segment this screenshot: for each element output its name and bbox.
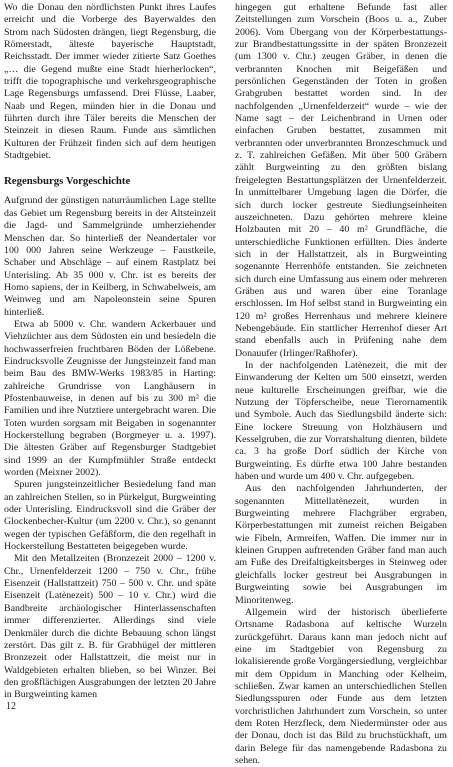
section-heading: Regensburgs Vorgeschichte bbox=[4, 175, 131, 188]
paragraph-altsteinzeit: Aufgrund der günstigen naturräumlichen Lage stellte das Gebiet um Regensburg bereits in der Altsteinzeit die Jagd- und Sammelgründe umherziehender Menschen dar. So hinterließ der Neandertaler vor 100 000 Jahren seine Werkzeuge – Faustkeile, Schaber und Abschläge – auf einem Rastplatz bei Unterisling. Ab 35 000 v. Chr. ist es bereits der Homo sapiens, der in Keilberg, in Schwabelweis, am Weinweg und am Napoleonstein seine Spuren hinterließ. bbox=[4, 195, 216, 318]
paragraph-jungsteinzeit: Etwa ab 5000 v. Chr. wandern Ackerbauer und Viehzüchter aus dem Südosten ein und besiedeln die hochwasserfreien fruchtbaren Böden der Lößebene. Eindrucksvolle Zeugnisse der Jungsteinzeit fand man beim Bau des BMW-Werks 1983/85 in Harting: zahlreiche Grundrisse von Langhäusern in Pfostenbauweise, in denen auf bis zu 300 m² die Familien und ihre Nutztiere untergebracht waren. Die Toten wurden sorgsam mit Beigaben in sogenannter Hockerstellung begraben (Borgmeyer u. a. 1997). Die ältesten Gräber auf Regensburger Stadtgebiet sind 1999 an der Kumpfmühler Straße entdeckt worden (Meixner 2002). bbox=[4, 318, 216, 479]
right-column bbox=[235, 2, 447, 767]
paragraph-metallzeiten: Mit den Metallzeiten (Bronzezeit 2000 – 1200 v. Chr., Urnenfelderzeit 1200 – 750 v. Chr., frühe Eisenzeit (Hallstattzeit) 750 – 500 v. Chr. und späte Eisenzeit (Latènezeit) 500 – 10 v. Chr.) wird die Bandbreite archäologischer Hinterlassenschaften immer differenzierter. Allerdings sind viele Denkmäler durch die dichte Bebauung schon längst zerstört. Das gilt z. B. für Grabhügel der mittleren Bronzezeit oder Hallstattzeit, die meist nur in Waldgebieten erhalten blieben, so bei Winzer. Bei den großflächigen Ausgrabungen der letzten 20 Jahre in Burgweinting kamen bbox=[4, 553, 216, 701]
paragraph-radasbona: Allgemein wird der historisch überlieferte Ortsname Radasbona auf keltische Wurzeln zurückgeführt. Daraus kann man jedoch nicht auf eine im Stadtgebiet von Regensburg zu lokalisierende große Vorgängersiedlung, vergleichbar mit dem Oppidum in Manching oder Kelheim, schließen. Zwar kamen an unterschiedlichen Stellen Siedlungsspuren oder Funde aus dem letzten vorchristlichen Jahrhundert zum Vorschein, so unter dem Roten Herzfleck, dem Niedermünster oder aus der Donau, doch ist das Bild zu bruchstückhaft, um darin Belege für das namengebende Radasbona zu sehen. bbox=[235, 606, 447, 766]
paragraph-burgweinting: hingegen gut erhaltene Befunde fast aller Zeitstellungen zum Vorschein (Boos u. a., Zuber 2006). Vom Übergang von der Körperbestattungs- zur Brandbestattungssitte in der späten Bronzezeit (um 1300 v. Chr.) zeugen Gräber, in denen die verbrannten Knochen mit Beigefäßen und persönlichen Gegenständen der Toten in großen Grabgruben bestattet worden sind. In der nachfolgenden „Urnenfelderzeit“ wurde – wie der Name sagt – der Leichenbrand in Urnen oder einfachen Gruben bestattet, zusammen mit verbrannten oder unverbrannten Bronzeschmuck und z. T. zahlreichen Gefäßen. Mit über 500 Gräbern zählt Burgweinting zu den größten bislang freigelegten Bestattungsplätzen der Urnenfelderzeit. In unmittelbarer Umgebung lagen die Dörfer, die sich durch locker gestreute Siedlungseinheiten auszeichneten. Dazu gehörten mehrere kleine Holzbauten mit 20 – 40 m² Grundfläche, die unterschiedliche Funktionen erfüllten. Dies änderte sich in der Hallstattzeit, als in Burgweinting sogenannte Herrenhöfe entstanden. Sie zeichneten sich durch eine Umfassung aus einem oder mehreren Gräben aus und waren über eine Toranlage erschlossen. Im Hof selbst stand in Burgweinting ein 120 m² großes Herrenhaus und mehrere kleinere Nebengebäude. Ein stattlicher Herrenhof dieser Art stand ebenfalls auch in Prüfening nahe dem Donauufer (Irlinger/Raßhofer). bbox=[235, 2, 447, 359]
paragraph-latenezeit: In der nachfolgenden Latènezeit, die mit der Einwanderung der Kelten um 500 einsetzt, werden neue kulturelle Erscheinungen greifbar, wie die Nutzung der Töpferscheibe, neue Tierornamentik und Symbole. Auch das Siedlungsbild änderte sich: Eine lockere Streuung von Holzhäusern und Kesselgruben, die zur Vorratshaltung dienten, bildete ca. 3 ha große Dorf südlich der Kirche von Burgweinting. Es dürfte etwa 100 Jahre bestanden haben und wurde um 400 v. Chr. aufgegeben. bbox=[235, 359, 447, 483]
page-number: 12 bbox=[6, 701, 16, 712]
intro-paragraph: Wo die Donau den nördlichsten Punkt ihres Laufes erreicht und die Vorberge des Bayerwaldes den Strom nach Südosten drängen, liegt Regensburg, die Römerstadt, älteste bayerische Hauptstadt, Reichsstadt. Der immer wieder zitierte Satz Goethes „… die Gegend mußte eine Stadt hierherlocken“, trifft die topographische und verkehrsgeographische Lage Regensburgs umfassend. Drei Flüsse, Laaber, Naab und Regen, münden hier in die Donau und führten durch ihre Täler bereits die Menschen der Steinzeit in diesen Raum. Funde aus sämtlichen Kulturen der Frühzeit finden sich auf dem heutigen Stadtgebiet. bbox=[4, 2, 216, 162]
paragraph-besiedelung: Spuren jungsteinzeitlicher Besiedelung fand man an zahlreichen Stellen, so in Pürkelgut, Burgweinting oder Unterisling. Eindrucksvoll sind die Gräber der Glockenbecher-Kultur (um 2200 v. Chr.), so genannt wegen der typischen Gefäßform, die den regelhaft in Hockerstellung Bestatteten beigegeben wurde. bbox=[4, 479, 216, 553]
left-column bbox=[4, 2, 216, 702]
paragraph-mittellatenezeit: Aus den nachfolgenden Jahrhunderten, der sogenannten Mittellatènezeit, wurden in Burgweinting mehrere Flachgräber ergraben, Körperbestattungen mit zumeist reichen Beigaben wie Fibeln, Armreifen, Waffen. Die immer nur in kleinen Gruppen auftretenden Gräber fand man auch am Fuße des Dreifaltigkeitsberges in Steinweg oder gleichfalls locker gestreut bei Ausgrabungen in Burgweinting sowie bei Ausgrabungen im Minoritenweg. bbox=[235, 483, 447, 606]
